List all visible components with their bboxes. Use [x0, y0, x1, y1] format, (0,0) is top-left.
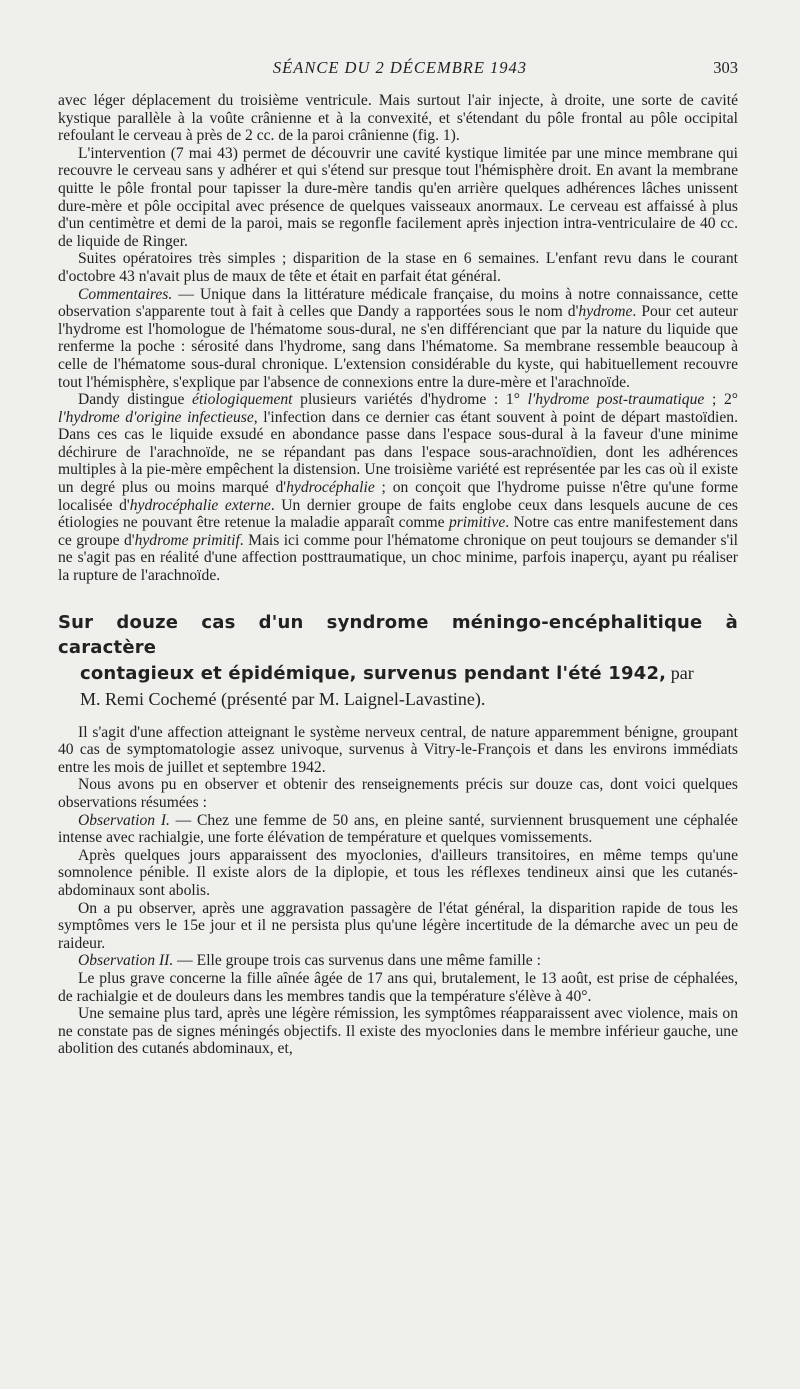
- paragraph-commentaires: Commentaires. — Unique dans la littérature médicale française, du moins à notre connaissance, cette observation s'apparente tout à fait à celles que Dandy a rapportées sous le nom d'hydrome. Pour cet auteur l'hydrome est l'homologue de l'hématome sous-dural, ne s'en différenciant que par la nature du liquide que renferme la poche : sérosité dans l'hydrome, sang dans l'hématome. Sa membrane ressemble beaucoup à celle de l'hématome sous-dural chronique. L'extension considérable du kyste, qui habituellement recouvre tout l'hémisphère, s'explique par l'absence de connexions entre la dure-mère et l'arachnoïde.: [58, 285, 738, 391]
- page-number: 303: [713, 58, 738, 77]
- paragraph-dandy: Dandy distingue étiologiquement plusieurs variétés d'hydrome : 1° l'hydrome post-traumatique ; 2° l'hydrome d'origine infectieuse, l'infection dans ce dernier cas étant souvent à point de départ mastoïdien. Dans ces cas le liquide exsudé en abondance passe dans l'espace sous-dural à la faveur d'une minime déchirure de l'arachnoïde, ne se répandant pas dans l'espace sous-arachnoïdien, dont les adhérences multiples à la pie-mère empêchent la distension. Une troisième variété est représentée par les cas où il existe un degré plus ou moins marqué d'hydrocéphalie ; on conçoit que l'hydrome puisse n'être qu'une forme localisée d'hydrocéphalie externe. Un dernier groupe de faits englobe ceux dans lesquels aucune de ces étiologies ne pouvant être retenue la maladie apparaît comme primitive. Notre cas entre manifestement dans ce groupe d'hydrome primitif. Mais ici comme pour l'hématome chronique on peut toujours se demander s'il ne s'agit pas en réalité d'une affection posttraumatique, un choc minime, parfois inaperçu, ayant pu réaliser la rupture de l'arachnoïde.: [58, 391, 738, 585]
- paragraph-myoclonies: Après quelques jours apparaissent des myoclonies, d'ailleurs transitoires, en même temps qu'une somnolence pénible. Il existe alors de la diplopie, et tous les réflexes tendineux ainsi que les cutanés-abdominaux sont abolis.: [58, 846, 738, 899]
- article-title-line1: Sur douze cas d'un syndrome méningo-encéphalitique à caractère: [58, 611, 738, 658]
- paragraph-follow-up: Suites opératoires très simples ; disparition de la stase en 6 semaines. L'enfant revu dans le courant d'octobre 43 n'avait plus de maux de tête et était en parfait état général.: [58, 250, 738, 285]
- page-body: [58, 92, 738, 1058]
- commentaires-label: Commentaires.: [78, 285, 173, 303]
- article-authors: M. Remi Cochemé (présenté par M. Laignel-Lavastine).: [80, 688, 486, 709]
- observation-2-label: Observation II.: [78, 952, 174, 970]
- running-head: SÉANCE DU 2 DÉCEMBRE 1943: [272, 58, 528, 77]
- paragraph-evolution: On a pu observer, après une aggravation passagère de l'état général, la disparition rapide de tous les symptômes vers le 15e jour et il ne persista plus qu'une légère incertitude de la démarche avec un peu de raideur.: [58, 899, 738, 952]
- paragraph-observation-1: Observation I. — Chez une femme de 50 ans, en pleine santé, surviennent brusquement une céphalée intense avec rachialgie, une forte élévation de température et quelques vomissements.: [58, 811, 738, 847]
- paragraph-relapse: Une semaine plus tard, après une légère rémission, les symptômes réapparaissent avec violence, mais on ne constate pas de signes méningés objectifs. Il existe des myoclonies dans le membre inférieur gauche, une abolition des cutanés abdominaux, et,: [58, 1005, 738, 1058]
- paragraph-intro: Il s'agit d'une affection atteignant le système nerveux central, de nature apparemment bénigne, groupant 40 cas de symptomatologie assez univoque, survenus à Vitry-le-François et dans les environs immédiats entre les mois de juillet et septembre 1942.: [58, 723, 738, 776]
- article-title: Sur douze cas d'un syndrome méningo-encéphalitique à caractère contagieux et épidémique, survenus pendant l'été 1942, par M. Remi Cochemé (présenté par M. Laignel-Lavastine).: [58, 611, 738, 709]
- paragraph-observation-2: Observation II. — Elle groupe trois cas survenus dans une même famille :: [78, 952, 541, 970]
- paragraph-case-description: avec léger déplacement du troisième ventricule. Mais surtout l'air injecte, à droite, une sorte de cavité kystique parallèle à la voûte crânienne et à la convexité, et s'étendant du pôle frontal au pôle occipital refoulant le cerveau à près de 2 cc. de la paroi crânienne (fig. 1).: [58, 92, 738, 145]
- page-header: [60, 58, 740, 82]
- paragraph-observations-intro: Nous avons pu en observer et obtenir des renseignements précis sur douze cas, dont voici quelques observations résumées :: [58, 776, 738, 811]
- observation-1-label: Observation I.: [78, 811, 170, 829]
- paragraph-intervention: L'intervention (7 mai 43) permet de découvrir une cavité kystique limitée par une mince membrane qui recouvre le cerveau sans y adhérer et qui s'étend sur presque tout l'hémisphère droit. En avant la membrane quitte le pôle frontal pour tapisser la dure-mère tandis qu'en arrière quelques adhérences lâches unissent dure-mère et pôle occipital avec présence de quelques vaisseaux anormaux. Le cerveau est affaissé à plus d'un centimètre et demi de la paroi, mais se regonfle facilement après injection intra-ventriculaire de 40 cc. de liquide de Ringer.: [58, 144, 738, 250]
- article-title-line2: contagieux et épidémique, survenus pendant l'été 1942,: [80, 662, 667, 684]
- paragraph-eldest-daughter: Le plus grave concerne la fille aînée âgée de 17 ans qui, brutalement, le 13 août, est prise de céphalées, de rachialgie et de douleurs dans les membres tandis que la température s'élève à 40°.: [58, 969, 738, 1005]
